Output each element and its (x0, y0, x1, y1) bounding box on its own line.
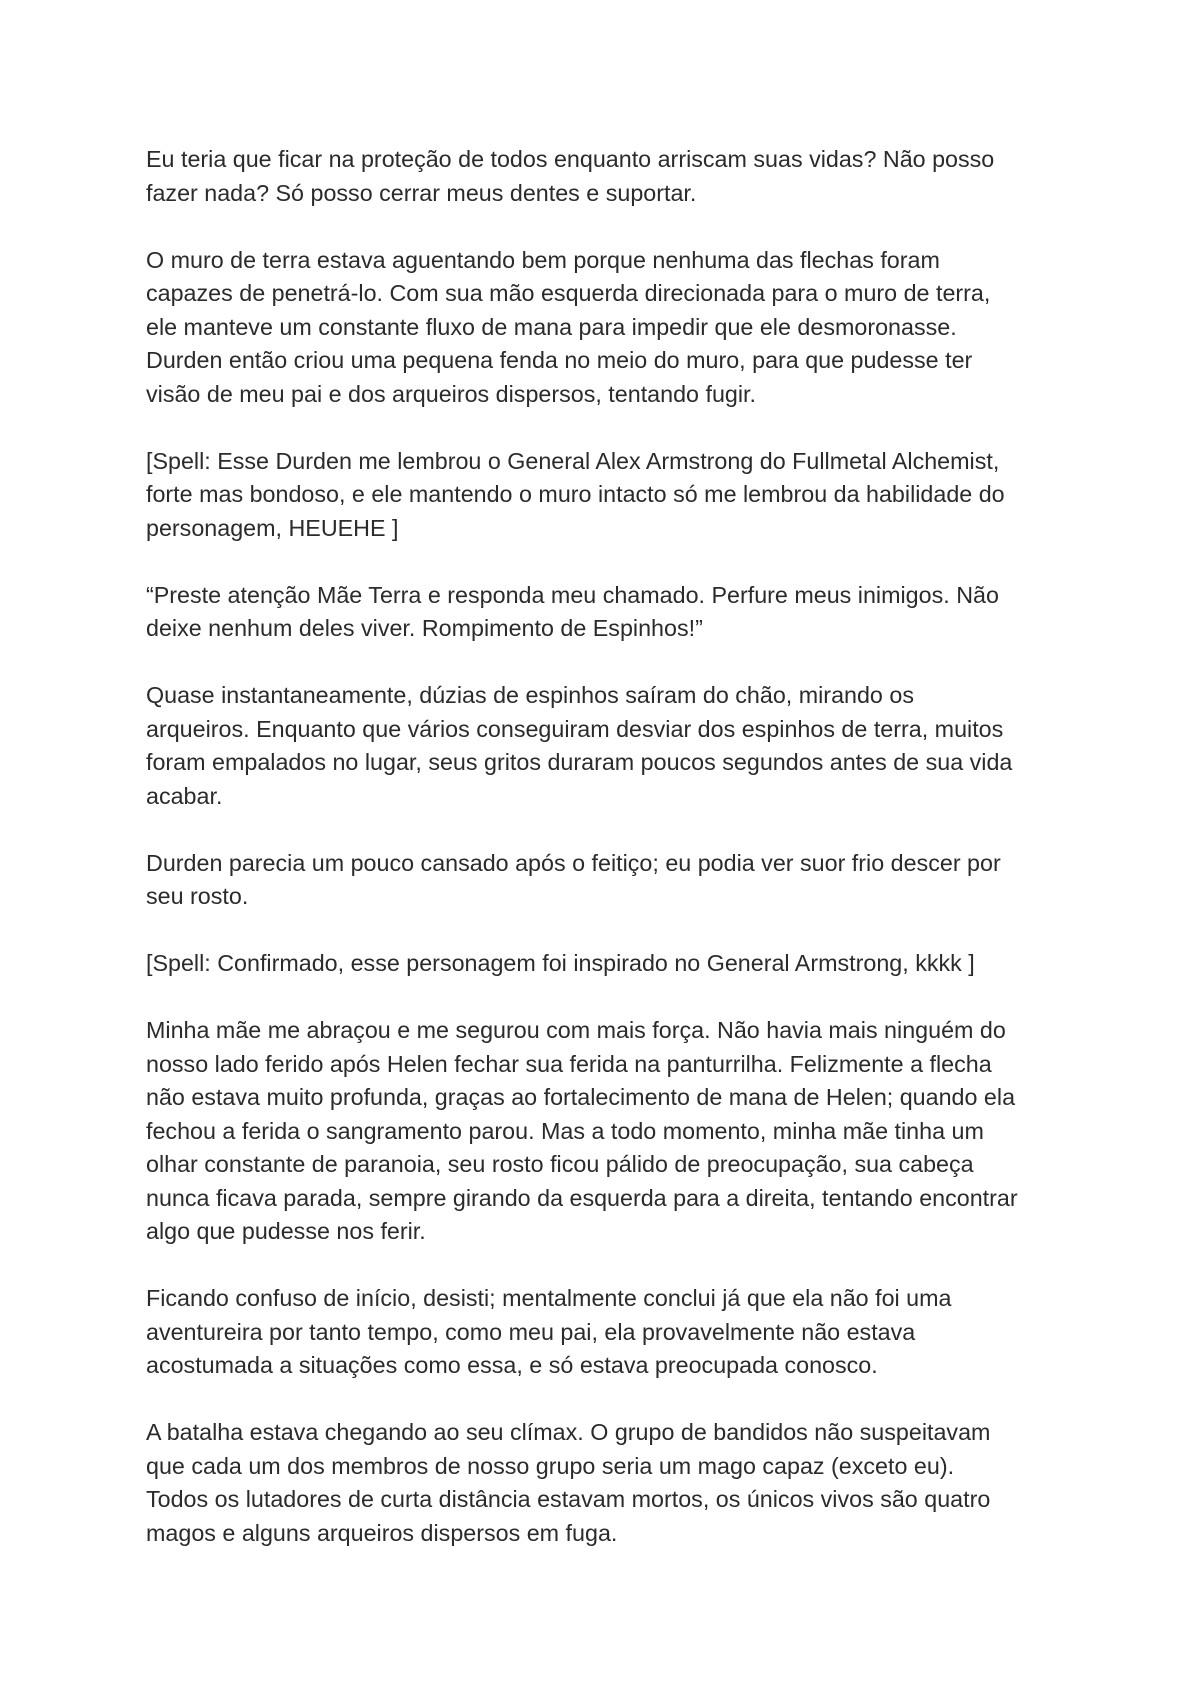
text-line: O muro de terra estava aguentando bem porque nenhuma das flechas foram (146, 246, 940, 273)
text-line: personagem, HEUEHE ] (146, 514, 399, 541)
text-line: Ficando confuso de início, desisti; mentalmente conclui já que ela não foi uma (146, 1285, 952, 1311)
paragraph (146, 947, 1076, 981)
document-body (146, 143, 1076, 1584)
text-line: forte mas bondoso, e ele mantendo o muro intacto só me lembrou da habilidade do (146, 481, 1005, 507)
text-line: acabar. (146, 782, 223, 809)
text-line: acostumada a situações como essa, e só estava preocupada conosco. (146, 1352, 878, 1378)
text-line: Durden parecia um pouco cansado após o feitiço; eu podia ver suor frio descer por (146, 849, 1001, 876)
paragraph (146, 847, 1076, 914)
text-line: magos e alguns arqueiros dispersos em fuga. (146, 1519, 618, 1546)
text-line: Minha mãe me abraçou e me segurou com mais força. Não havia mais ninguém do (146, 1017, 1006, 1043)
text-line: fechou a ferida o sangramento parou. Mas a todo momento, minha mãe tinha um (146, 1117, 984, 1144)
text-line: [Spell: Esse Durden me lembrou o General Alex Armstrong do Fullmetal Alchemist, (146, 447, 1000, 474)
text-line: A batalha estava chegando ao seu clímax. O grupo de bandidos não suspeitavam (146, 1419, 991, 1445)
text-line: Durden então criou uma pequena fenda no meio do muro, para que pudesse ter (146, 347, 973, 373)
paragraph (146, 1014, 1076, 1249)
paragraph (146, 1282, 1076, 1383)
text-line: nosso lado ferido após Helen fechar sua ferida na panturrilha. Felizmente a flecha (146, 1050, 992, 1077)
text-line: capazes de penetrá-lo. Com sua mão esquerda direcionada para o muro de terra, (146, 280, 991, 306)
text-line: seu rosto. (146, 883, 249, 909)
text-line: visão de meu pai e dos arqueiros dispersos, tentando fugir. (146, 380, 756, 407)
paragraph (146, 143, 1076, 210)
text-line: foram empalados no lugar, seus gritos duraram poucos segundos antes de sua vida (146, 749, 1013, 775)
text-line: Todos os lutadores de curta distância estavam mortos, os únicos vivos são quatro (146, 1486, 991, 1512)
paragraph (146, 445, 1076, 546)
text-line: olhar constante de paranoia, seu rosto ficou pálido de preocupação, sua cabeça (146, 1151, 974, 1177)
text-line: [Spell: Confirmado, esse personagem foi inspirado no General Armstrong, kkkk ] (146, 950, 975, 976)
text-line: que cada um dos membros de nosso grupo seria um mago capaz (exceto eu). (146, 1452, 955, 1479)
paragraph (146, 679, 1076, 813)
text-line: “Preste atenção Mãe Terra e responda meu chamado. Perfure meus inimigos. Não (146, 581, 999, 608)
paragraph (146, 579, 1076, 646)
text-line: algo que pudesse nos ferir. (146, 1218, 426, 1244)
text-line: não estava muito profunda, graças ao fortalecimento de mana de Helen; quando ela (146, 1084, 1016, 1110)
text-line: deixe nenhum deles viver. Rompimento de Espinhos!” (146, 615, 703, 641)
text-line: aventureira por tanto tempo, como meu pai, ela provavelmente não estava (146, 1318, 916, 1345)
text-line: Eu teria que ficar na proteção de todos enquanto arriscam suas vidas? Não posso (146, 146, 995, 172)
paragraph (146, 244, 1076, 412)
text-line: fazer nada? Só posso cerrar meus dentes e suportar. (146, 179, 697, 206)
text-line: Quase instantaneamente, dúzias de espinhos saíram do chão, mirando os (146, 682, 914, 708)
paragraph (146, 1416, 1076, 1550)
text-line: nunca ficava parada, sempre girando da esquerda para a direita, tentando encontrar (146, 1184, 1018, 1211)
text-line: arqueiros. Enquanto que vários conseguiram desviar dos espinhos de terra, muitos (146, 715, 1004, 742)
text-line: ele manteve um constante fluxo de mana para impedir que ele desmoronasse. (146, 313, 957, 340)
